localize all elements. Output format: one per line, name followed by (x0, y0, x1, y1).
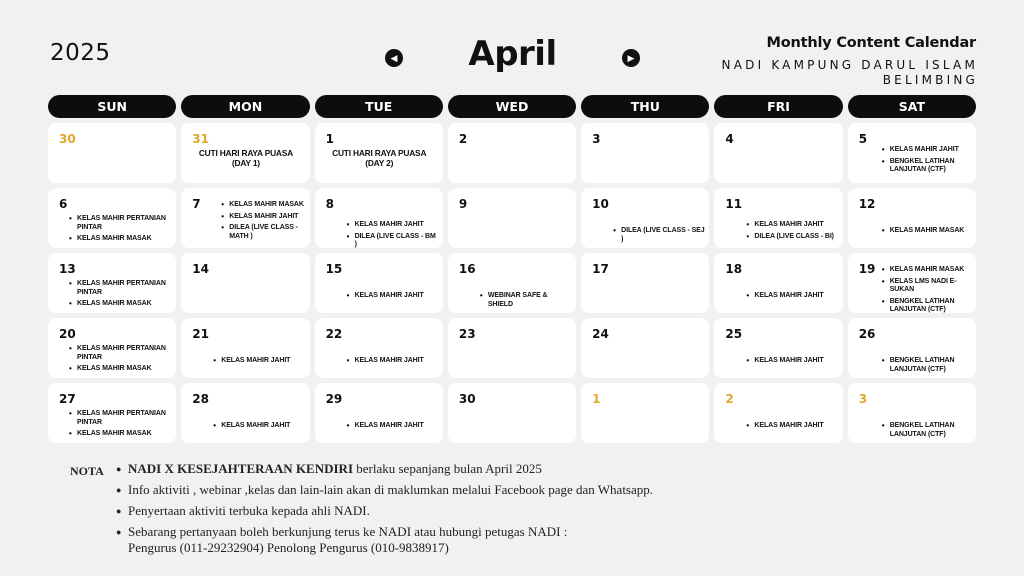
day-cell[interactable] (315, 383, 443, 443)
day-number: 22 (325, 327, 343, 341)
day-number: 23 (458, 327, 476, 341)
event-item[interactable]: • WEBINAR SAFE & SHIELD (480, 292, 572, 309)
day-cell[interactable] (48, 188, 176, 248)
event-list (872, 357, 972, 377)
event-list (59, 280, 166, 309)
event-item[interactable]: • KELAS MAHIR MASAK (882, 227, 972, 236)
event-list (337, 292, 439, 304)
day-number: 16 (458, 262, 476, 276)
day-cell[interactable] (315, 318, 443, 378)
year-label: 2025 (50, 40, 111, 66)
day-cell[interactable] (848, 188, 976, 248)
day-cell[interactable] (448, 383, 576, 443)
day-cell[interactable] (714, 123, 842, 183)
day-number: 9 (458, 197, 468, 211)
event-item[interactable]: • KELAS MAHIR PERTANIAN PINTAR (69, 345, 166, 362)
chevron-left-icon[interactable]: ◀ (385, 49, 403, 67)
event-item[interactable]: • KELAS MAHIR JAHIT (882, 146, 972, 155)
weekday-header-sun: SUN (48, 95, 176, 118)
day-number: 2 (458, 132, 468, 146)
note-item: ● Info aktiviti , webinar ,kelas dan lain-lain akan di maklumkan melalui Facebook page dan Whatsapp. (116, 482, 736, 498)
day-number: 27 (59, 392, 76, 406)
event-item[interactable]: • KELAS MAHIR PERTANIAN PINTAR (69, 280, 166, 297)
day-number: 6 (59, 197, 68, 211)
day-cell[interactable] (315, 123, 443, 183)
day-number: 21 (192, 327, 209, 341)
event-list (337, 357, 439, 369)
day-cell[interactable] (48, 383, 176, 443)
day-number: 1 (592, 392, 601, 406)
event-item[interactable]: • KELAS MAHIR JAHIT (347, 422, 439, 431)
event-item[interactable]: • BENGKEL LATIHAN LANJUTAN (CTF) (882, 357, 972, 374)
day-number: 19 (858, 262, 876, 276)
event-list (203, 357, 305, 369)
organization-name: NADI KAMPUNG DARUL ISLAM BELIMBING (721, 58, 978, 87)
weekday-header-row (48, 95, 976, 118)
event-list (736, 357, 838, 369)
day-number: 1 (325, 132, 334, 146)
event-list (872, 266, 972, 313)
event-item[interactable]: • BENGKEL LATIHAN LANJUTAN (CTF) (882, 422, 972, 439)
day-cell[interactable] (181, 188, 309, 248)
weekday-header-thu: THU (581, 95, 709, 118)
event-item[interactable]: • KELAS MAHIR JAHIT (347, 357, 439, 366)
note-item: ● Penyertaan aktiviti terbuka kepada ahli NADI. (116, 503, 736, 519)
event-item[interactable]: • KELAS MAHIR JAHIT (347, 292, 439, 301)
day-cell[interactable] (48, 253, 176, 313)
day-number: 24 (592, 327, 609, 341)
day-cell[interactable] (714, 383, 842, 443)
event-list (59, 345, 166, 374)
event-item[interactable]: • KELAS MAHIR MASAK (69, 300, 166, 309)
note-text: Sebarang pertanyaan boleh berkunjung terus ke NADI atau hubungi petugas NADI : (128, 524, 568, 539)
day-cell[interactable] (714, 253, 842, 313)
day-number: 4 (725, 132, 734, 146)
weekday-header-wed: WED (448, 95, 576, 118)
note-highlight: NADI X KESEJAHTERAAN KENDIRI (128, 461, 354, 476)
day-number: 5 (858, 132, 868, 146)
holiday-label (192, 148, 299, 168)
event-item[interactable]: • BENGKEL LATIHAN LANJUTAN (CTF) (882, 158, 972, 175)
month-navigator (385, 34, 640, 82)
event-item[interactable]: • KELAS MAHIR MASAK (882, 266, 972, 275)
day-number: 11 (725, 197, 743, 211)
event-item[interactable]: • KELAS MAHIR JAHIT (746, 422, 838, 431)
note-item (116, 524, 736, 556)
note-text: berlaku sepanjang bulan April 2025 (353, 461, 542, 476)
event-item[interactable]: • BENGKEL LATIHAN LANJUTAN (CTF) (882, 298, 972, 314)
day-cell[interactable] (448, 188, 576, 248)
day-cell[interactable] (848, 253, 976, 313)
day-cell[interactable] (181, 253, 309, 313)
note-contacts: Pengurus (011-29232904) Penolong Pengurus (010-9838917) (128, 540, 449, 555)
holiday-label (326, 148, 433, 168)
event-list (736, 221, 838, 244)
day-cell[interactable] (181, 383, 309, 443)
event-list (872, 227, 972, 239)
day-number: 30 (59, 132, 76, 146)
day-cell[interactable] (581, 318, 709, 378)
weekday-header-fri: FRI (714, 95, 842, 118)
event-item[interactable]: • KELAS MAHIR JAHIT (213, 422, 305, 431)
day-number: 31 (192, 132, 209, 146)
day-cell[interactable] (448, 318, 576, 378)
event-item[interactable]: • KELAS MAHIR JAHIT (347, 221, 439, 230)
notes-list (116, 461, 736, 561)
notes-label: NOTA (70, 464, 104, 478)
event-list (736, 292, 838, 304)
day-number: 13 (59, 262, 76, 276)
event-item[interactable]: • KELAS MAHIR JAHIT (213, 357, 305, 366)
document-title: Monthly Content Calendar (766, 35, 976, 51)
day-cell[interactable] (448, 123, 576, 183)
day-cell[interactable] (848, 318, 976, 378)
weekday-header-sat: SAT (848, 95, 976, 118)
event-item[interactable]: • DILEA (LIVE CLASS - BM ) (347, 233, 439, 249)
day-cell[interactable] (714, 188, 842, 248)
event-item[interactable]: • DILEA (LIVE CLASS - SEJ ) (613, 227, 705, 244)
day-number: 30 (458, 392, 476, 406)
day-cell[interactable] (581, 188, 709, 248)
day-cell[interactable] (848, 383, 976, 443)
event-list (59, 410, 166, 439)
holiday-line: CUTI HARI RAYA PUASA (198, 148, 294, 158)
event-list (736, 422, 838, 434)
event-list (872, 146, 972, 178)
event-list (872, 422, 972, 442)
event-item[interactable]: • KELAS LMS NADI E-SUKAN (882, 278, 972, 295)
event-list (470, 292, 572, 312)
event-list (337, 422, 439, 434)
day-number: 12 (858, 197, 876, 211)
event-item[interactable]: • DILEA (LIVE CLASS - MATH ) (221, 224, 305, 241)
event-list (337, 221, 439, 248)
event-item[interactable]: • DILEA (LIVE CLASS - BI) (746, 233, 838, 242)
weekday-header-tue: TUE (315, 95, 443, 118)
event-item[interactable]: • KELAS MAHIR JAHIT (746, 357, 838, 366)
day-number: 28 (192, 392, 209, 406)
day-cell[interactable] (448, 253, 576, 313)
day-number: 3 (592, 132, 601, 146)
day-cell[interactable] (714, 318, 842, 378)
weekday-header-mon: MON (181, 95, 309, 118)
day-number: 15 (325, 262, 343, 276)
day-number: 20 (59, 327, 76, 341)
day-cell[interactable] (181, 318, 309, 378)
holiday-line: (DAY 1) (231, 158, 260, 168)
day-number: 7 (192, 197, 201, 211)
event-list (211, 201, 305, 244)
day-number: 10 (592, 197, 609, 211)
event-item[interactable]: • KELAS MAHIR MASAK (69, 365, 166, 374)
day-cell[interactable] (315, 188, 443, 248)
day-cell[interactable] (181, 123, 309, 183)
day-cell[interactable] (848, 123, 976, 183)
month-title: April (468, 34, 557, 74)
event-list (59, 215, 166, 244)
day-number: 3 (858, 392, 868, 406)
day-cell[interactable] (581, 253, 709, 313)
day-cell[interactable] (581, 383, 709, 443)
calendar-weeks (48, 123, 976, 443)
calendar-grid (48, 95, 976, 443)
day-number: 8 (325, 197, 334, 211)
day-cell[interactable] (48, 318, 176, 378)
event-item[interactable]: • KELAS MAHIR JAHIT (746, 221, 838, 230)
day-cell[interactable] (581, 123, 709, 183)
event-item[interactable]: • KELAS MAHIR MASAK (69, 430, 166, 439)
day-number: 25 (725, 327, 743, 341)
holiday-line: CUTI HARI RAYA PUASA (332, 148, 427, 158)
holiday-line: (DAY 2) (365, 158, 394, 168)
event-item[interactable]: • KELAS MAHIR MASAK (69, 235, 166, 244)
event-item[interactable]: • KELAS MAHIR MASAK (221, 201, 305, 210)
day-cell[interactable] (315, 253, 443, 313)
event-item[interactable]: • KELAS MAHIR PERTANIAN PINTAR (69, 410, 166, 427)
event-list (603, 227, 705, 247)
event-item[interactable]: • KELAS MAHIR PERTANIAN PINTAR (69, 215, 166, 232)
chevron-right-icon[interactable]: ▶ (622, 49, 640, 67)
day-cell[interactable] (48, 123, 176, 183)
event-list (203, 422, 305, 434)
day-number: 18 (725, 262, 743, 276)
day-number: 29 (325, 392, 343, 406)
day-number: 26 (858, 327, 876, 341)
day-number: 17 (592, 262, 609, 276)
note-item (116, 461, 736, 477)
day-number: 2 (725, 392, 734, 406)
day-number: 14 (192, 262, 209, 276)
event-item[interactable]: • KELAS MAHIR JAHIT (221, 213, 305, 222)
event-item[interactable]: • KELAS MAHIR JAHIT (746, 292, 838, 301)
